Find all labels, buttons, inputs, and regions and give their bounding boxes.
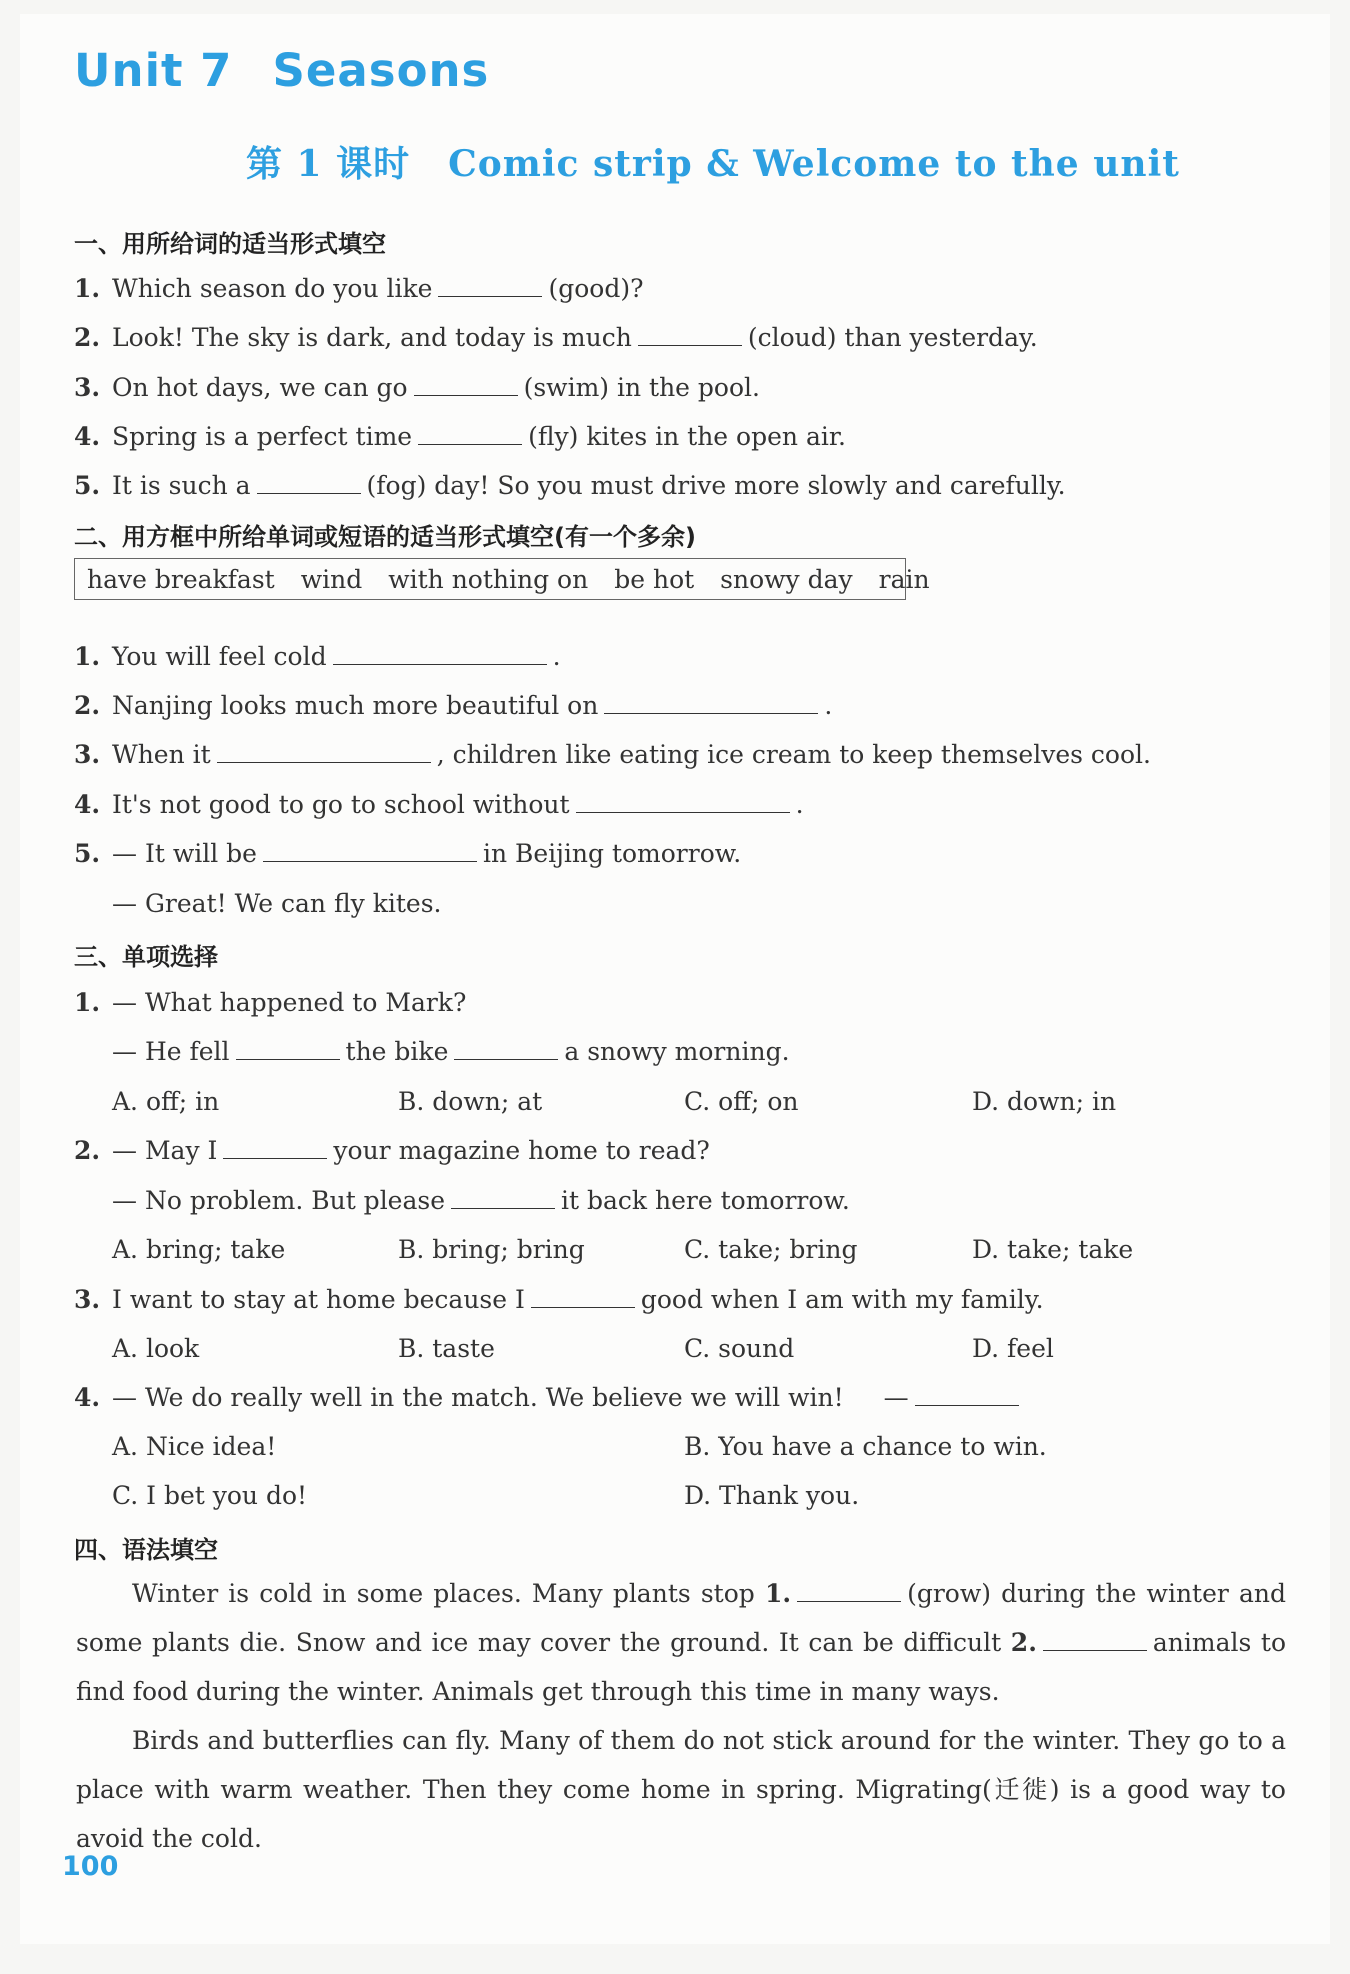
answer-blank[interactable] xyxy=(451,1186,555,1209)
option-d[interactable]: D. Thank you. xyxy=(684,1481,860,1510)
option-a[interactable]: A. look xyxy=(112,1334,200,1363)
cloze-paragraph-1: Winter is cold in some places. Many plants stop 1. (grow) during the winter and some plants die. Snow and ice may cover the ground. It can be difficult 2. animals to find food during the winter. Animals get through this time in many ways. xyxy=(76,1579,1287,1706)
option-c[interactable]: C. sound xyxy=(684,1334,795,1363)
answer-blank[interactable] xyxy=(217,740,431,763)
s3-q2-line1: 2. — May I your magazine home to read? xyxy=(74,1136,710,1165)
answer-blank[interactable] xyxy=(333,642,547,665)
word-option: wind xyxy=(300,564,363,594)
answer-blank[interactable] xyxy=(915,1383,1019,1406)
word-box xyxy=(74,558,930,600)
option-c[interactable]: C. take; bring xyxy=(684,1235,858,1264)
cloze-paragraph-2: Birds and butterflies can fly. Many of them do not stick around for the winter. They go to a place with warm weather. Then they come home in spring. Migrating(迁徙) is a good way to avoid the cold. xyxy=(76,1726,1286,1853)
page-number: 100 xyxy=(62,1851,119,1882)
option-d[interactable]: D. down; in xyxy=(972,1087,1117,1116)
word-option: have breakfast xyxy=(87,564,275,594)
option-d[interactable]: D. take; take xyxy=(972,1235,1134,1264)
option-b[interactable]: B. bring; bring xyxy=(398,1235,585,1264)
s2-item-1: 1. You will feel cold . xyxy=(74,642,561,671)
s3-q1-line1: 1. — What happened to Mark? xyxy=(74,988,467,1017)
s1-item-4: 4. Spring is a perfect time (fly) kites in the open air. xyxy=(74,422,846,451)
s1-item-1: 1. Which season do you like (good)? xyxy=(74,274,644,303)
s2-item-3: 3. When it , children like eating ice cream to keep themselves cool. xyxy=(74,740,1151,769)
answer-blank[interactable] xyxy=(531,1285,635,1308)
option-a[interactable]: A. Nice idea! xyxy=(112,1432,277,1461)
s1-item-3: 3. On hot days, we can go (swim) in the pool. xyxy=(74,373,760,402)
s3-q1-line2: — He fell the bike a snowy morning. xyxy=(112,1037,790,1066)
answer-blank[interactable] xyxy=(454,1037,558,1060)
s2-item-4: 4. It's not good to go to school without . xyxy=(74,790,804,819)
s2-item-5-reply: — Great! We can fly kites. xyxy=(112,889,442,918)
option-b[interactable]: B. You have a chance to win. xyxy=(684,1432,1047,1461)
answer-blank[interactable] xyxy=(236,1037,340,1060)
section-4-title: 四、语法填空 xyxy=(74,1536,218,1564)
s1-item-5: 5. It is such a (fog) day! So you must drive more slowly and carefully. xyxy=(74,471,1066,500)
option-b[interactable]: B. down; at xyxy=(398,1087,543,1116)
answer-blank[interactable] xyxy=(576,790,790,813)
s3-q4-line1: 4. — We do really well in the match. We believe we will win! — xyxy=(74,1383,1025,1412)
answer-blank[interactable] xyxy=(638,323,742,346)
answer-blank[interactable] xyxy=(797,1579,901,1602)
option-d[interactable]: D. feel xyxy=(972,1334,1054,1363)
word-option: snowy day xyxy=(720,564,853,594)
answer-blank[interactable] xyxy=(1043,1628,1147,1651)
answer-blank[interactable] xyxy=(263,839,477,862)
option-a[interactable]: A. bring; take xyxy=(112,1235,286,1264)
answer-blank[interactable] xyxy=(414,373,518,396)
section-1-title: 一、用所给词的适当形式填空 xyxy=(74,230,386,258)
word-option: rain xyxy=(878,564,930,594)
word-option: with nothing on xyxy=(388,564,589,594)
answer-blank[interactable] xyxy=(418,422,522,445)
answer-blank[interactable] xyxy=(257,471,361,494)
option-c[interactable]: C. off; on xyxy=(684,1087,799,1116)
worksheet-page xyxy=(20,14,1330,1944)
answer-blank[interactable] xyxy=(438,274,542,297)
answer-blank[interactable] xyxy=(223,1136,327,1159)
s2-item-5: 5. — It will be in Beijing tomorrow. xyxy=(74,839,742,868)
s3-q3-line1: 3. I want to stay at home because I good when I am with my family. xyxy=(74,1285,1044,1314)
section-3-title: 三、单项选择 xyxy=(74,943,218,971)
option-a[interactable]: A. off; in xyxy=(112,1087,220,1116)
answer-blank[interactable] xyxy=(604,691,818,714)
section-2-title: 二、用方框中所给单词或短语的适当形式填空(有一个多余) xyxy=(74,523,696,551)
s2-item-2: 2. Nanjing looks much more beautiful on . xyxy=(74,691,833,720)
word-option: be hot xyxy=(614,564,695,594)
option-c[interactable]: C. I bet you do! xyxy=(112,1481,308,1510)
s1-item-2: 2. Look! The sky is dark, and today is much (cloud) than yesterday. xyxy=(74,323,1038,352)
option-b[interactable]: B. taste xyxy=(398,1334,495,1363)
s3-q2-line2: — No problem. But please it back here tomorrow. xyxy=(112,1186,850,1215)
unit-title: Unit 7 Seasons xyxy=(74,44,490,97)
lesson-title: 第 1 课时 Comic strip & Welcome to the unit xyxy=(246,143,1180,185)
